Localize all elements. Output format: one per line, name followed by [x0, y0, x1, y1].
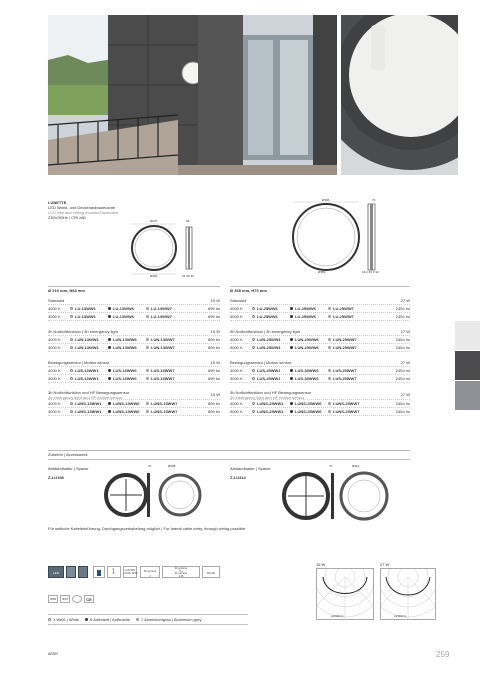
- color-temperature: 3000 K: [48, 314, 61, 319]
- color-temperature: 4000 K: [230, 401, 243, 406]
- acc2-dim-dia: Ø314: [352, 464, 360, 468]
- article-cell: [252, 337, 290, 342]
- luminous-flux: 2454 lm: [395, 337, 410, 342]
- article-number: LUN-25WW6: [295, 345, 319, 350]
- color-swatch: [108, 369, 111, 372]
- color-swatch: [328, 369, 331, 372]
- color-swatch: [108, 377, 111, 380]
- article-number: LUS-25WW7: [333, 376, 357, 381]
- article-cell: [108, 376, 146, 381]
- article-number: LUNS-13WW1: [75, 401, 102, 406]
- article-cell: [252, 401, 290, 406]
- article-cell: [290, 409, 328, 414]
- color-swatch: [108, 346, 111, 349]
- color-temperature: 3000 K: [48, 376, 61, 381]
- color-temperature: 4000 K: [48, 401, 61, 406]
- article-number: LU-13WW6: [113, 314, 134, 319]
- luminous-flux: 2454 lm: [395, 376, 410, 381]
- article-number: LUNS-13WW6: [113, 409, 140, 414]
- article-cell: [252, 314, 290, 319]
- color-swatch: [70, 307, 73, 310]
- article-number: LUN-13WW1: [75, 337, 99, 342]
- spec-row: [230, 344, 410, 352]
- spec-table-large: [230, 286, 410, 416]
- spec-block-header: [230, 328, 410, 336]
- color-swatch: [252, 369, 255, 372]
- article-cell: [328, 314, 366, 319]
- dim-small-side: 34 33 32: [182, 274, 194, 278]
- color-temperature: 4000 K: [230, 368, 243, 373]
- article-number: LU-25WW7: [333, 314, 354, 319]
- spec-block-watt: 15 W: [210, 392, 220, 397]
- product-specs: 230V/50Hz / CRI ≥80: [48, 215, 86, 220]
- article-number: LUS-25WW6: [295, 376, 319, 381]
- spec-block-watt: 27 W: [400, 298, 410, 303]
- luminous-flux: 899 lm: [207, 376, 220, 381]
- luminous-flux: 2454 lm: [395, 409, 410, 414]
- article-cell: [290, 314, 328, 319]
- article-number: LUNS-25WW1: [257, 401, 284, 406]
- color-swatch: [328, 307, 331, 310]
- article-cell: [328, 409, 366, 414]
- article-number: LUN-25WW6: [295, 337, 319, 342]
- spec-block-title: Standard: [48, 298, 65, 303]
- luminous-flux: 2454 lm: [395, 345, 410, 350]
- article-cell: [252, 368, 290, 373]
- color-swatch: [70, 377, 73, 380]
- color-swatch: [70, 410, 73, 413]
- dim-large-depth: 70: [372, 198, 376, 202]
- article-cell: [108, 401, 146, 406]
- spec-block-subtitle: 3h emergency light and HF motion sensor: [48, 394, 123, 400]
- article-cell: [328, 345, 366, 350]
- spec-row: [48, 313, 220, 321]
- luminous-flux: 2454 lm: [395, 368, 410, 373]
- spec-row: [230, 305, 410, 313]
- article-cell: [108, 314, 146, 319]
- color-temperature: 4000 K: [48, 306, 61, 311]
- dim-large-top: Ø365: [322, 198, 330, 202]
- article-cell: [252, 376, 290, 381]
- article-cell: [328, 368, 366, 373]
- luminous-flux: 899 lm: [207, 337, 220, 342]
- accessory-2-title: Abstandhalter | Spacer: [230, 466, 271, 471]
- color-swatch: [146, 315, 149, 318]
- luminous-flux: 899 lm: [207, 345, 220, 350]
- article-number: LUNS-25WW1: [257, 409, 284, 414]
- legend-swatch: [48, 618, 51, 621]
- article-cell: [290, 337, 328, 342]
- article-cell: [252, 409, 290, 414]
- divider: [48, 450, 410, 451]
- spec-block-watt: 27 W: [400, 360, 410, 365]
- legend-label: 6 Anthrazit | Anthracite: [90, 617, 131, 622]
- spec-row: [48, 400, 220, 408]
- lamp-icon: [93, 566, 105, 578]
- cri-box: RA>80: [202, 566, 220, 578]
- article-number: LUN-25WW7: [333, 345, 357, 350]
- article-number: LUS-13WW6: [113, 376, 137, 381]
- luminous-flux: 899 lm: [207, 409, 220, 414]
- ik-rating-badge: IK07: [61, 597, 69, 601]
- color-swatch: [290, 377, 293, 380]
- dimension-drawing-small: [130, 214, 210, 284]
- luminous-flux: 899 lm: [207, 314, 220, 319]
- side-swatch-anthracite: [455, 351, 480, 380]
- color-swatch: [290, 307, 293, 310]
- color-swatch: [70, 315, 73, 318]
- spec-block-title: Bewegungssensor | Motion sensor: [230, 360, 292, 365]
- article-number: LUN-13WW7: [151, 345, 175, 350]
- article-cell: [70, 409, 108, 414]
- color-swatch: [328, 315, 331, 318]
- size-small: Ø 219 mm, H68 mm: [48, 288, 85, 293]
- article-number: LUNS-25WW7: [333, 401, 360, 406]
- led-icon: LED: [48, 566, 64, 578]
- article-number: LUNS-25WW6: [295, 409, 322, 414]
- spacer-drawing-2: [282, 468, 392, 524]
- article-cell: [146, 376, 184, 381]
- article-number: LUS-25WW1: [257, 368, 281, 373]
- color-swatch: [70, 402, 73, 405]
- article-cell: [108, 337, 146, 342]
- dim-large-mid: Ø350: [318, 270, 326, 274]
- spec-row: [48, 336, 220, 344]
- product-name: LUNETTE: [48, 200, 67, 205]
- article-number: LUS-25WW7: [333, 368, 357, 373]
- article-number: LUNS-13WW7: [151, 409, 178, 414]
- article-number: LU-13WW6: [113, 306, 134, 311]
- sensor-time-box: 3h set time 5 s 3h set time 2.15: [162, 566, 200, 578]
- article-number: LUS-13WW7: [151, 368, 175, 373]
- spec-block: [48, 390, 220, 416]
- acc1-dim-depth: 70: [148, 464, 152, 468]
- article-cell: [70, 337, 108, 342]
- divider: [48, 624, 248, 625]
- accessory-2-code: Z-LU314: [230, 475, 246, 480]
- article-number: LUN-25WW1: [257, 345, 281, 350]
- polar-2-unit: cd/1000 lm: [394, 615, 407, 618]
- article-cell: [146, 409, 184, 414]
- polar-2-watt: 27 W: [380, 562, 390, 567]
- color-temperature: 3000 K: [48, 409, 61, 414]
- spec-block-titles: [230, 390, 311, 400]
- article-cell: [146, 401, 184, 406]
- color-swatch: [108, 307, 111, 310]
- product-detail-photo: [341, 15, 458, 175]
- article-number: LU-25WW6: [295, 314, 316, 319]
- dim-small-bottom: Ø300: [150, 274, 158, 278]
- legend-swatch: [85, 618, 88, 621]
- polar-diagram-15w: [316, 568, 374, 620]
- color-swatch: [108, 410, 111, 413]
- spec-row: [230, 375, 410, 383]
- color-swatch: [328, 338, 331, 341]
- legend-item: [136, 617, 201, 622]
- legend-label: 7 Aluminiumgrau | Aluminium grey: [141, 617, 202, 622]
- article-cell: [146, 306, 184, 311]
- acc2-dim-depth: 70: [329, 464, 333, 468]
- color-swatch: [252, 377, 255, 380]
- spec-block-titles: [48, 390, 129, 400]
- color-temperature: 3000 K: [48, 345, 61, 350]
- dim-small-top: Ø270: [150, 219, 158, 223]
- luminous-flux: 899 lm: [207, 306, 220, 311]
- color-temperature: 3000 K: [230, 409, 243, 414]
- color-swatch: [290, 410, 293, 413]
- spec-row: [48, 367, 220, 375]
- article-cell: [108, 368, 146, 373]
- spec-block: [48, 297, 220, 321]
- article-cell: [328, 337, 366, 342]
- color-swatch: [108, 315, 111, 318]
- article-number: LU-13WW7: [151, 306, 172, 311]
- spec-block: [230, 390, 410, 416]
- spec-block: [230, 328, 410, 352]
- article-number: LUS-13WW7: [151, 376, 175, 381]
- spec-block-title: 3h Notlichtfunktion und HF Bewegungssensor: [48, 389, 130, 395]
- color-temperature: 4000 K: [230, 337, 243, 342]
- article-number: LUN-13WW7: [151, 337, 175, 342]
- article-cell: [290, 401, 328, 406]
- spec-block-header: [230, 297, 410, 305]
- color-swatch: [252, 338, 255, 341]
- article-cell: [70, 368, 108, 373]
- spec-block-subtitle: 3h emergency light and HF motion sensor: [230, 394, 305, 400]
- article-number: LU-25WW1: [257, 314, 278, 319]
- article-cell: [70, 314, 108, 319]
- article-cell: [70, 401, 108, 406]
- luminous-flux: 899 lm: [207, 368, 220, 373]
- footer-brand: ARSR: [48, 652, 58, 656]
- article-number: LU-13WW1: [75, 314, 96, 319]
- spec-block-header: [48, 328, 220, 336]
- color-swatch: [328, 346, 331, 349]
- article-cell: [70, 345, 108, 350]
- spec-row: [230, 367, 410, 375]
- spacer-drawing-1: [100, 468, 210, 523]
- size-large: Ø 365 mm, H70 mm: [230, 288, 267, 293]
- legend-item: [85, 617, 130, 622]
- article-cell: [108, 345, 146, 350]
- color-legend: [48, 617, 201, 622]
- color-swatch: [146, 402, 149, 405]
- article-cell: [290, 306, 328, 311]
- article-cell: [70, 306, 108, 311]
- article-number: LUN-13WW6: [113, 345, 137, 350]
- color-swatch: [290, 315, 293, 318]
- color-temperature: 3000 K: [230, 376, 243, 381]
- article-cell: [290, 368, 328, 373]
- spec-row: [230, 408, 410, 416]
- polar-1-watt: 15 W: [316, 562, 326, 567]
- spec-block: [230, 359, 410, 383]
- article-cell: [290, 376, 328, 381]
- color-swatch: [328, 410, 331, 413]
- dim-large-side: 34.2 33.3 32: [362, 270, 379, 274]
- color-swatch: [290, 402, 293, 405]
- color-swatch: [108, 402, 111, 405]
- article-number: LUN-25WW1: [257, 337, 281, 342]
- article-cell: [252, 306, 290, 311]
- spec-block-watt: 27 W: [400, 392, 410, 397]
- color-swatch: [146, 369, 149, 372]
- color-swatch: [146, 377, 149, 380]
- color-swatch: [70, 346, 73, 349]
- color-swatch: [146, 410, 149, 413]
- color-swatch: [328, 377, 331, 380]
- article-cell: [146, 337, 184, 342]
- article-number: LUNS-25WW6: [295, 401, 322, 406]
- dimension-drawing-large: [290, 196, 385, 280]
- article-number: LU-25WW6: [295, 306, 316, 311]
- product-desc-en: LED wall and ceiling mounted luminaire: [48, 210, 119, 215]
- color-temperature: 4000 K: [230, 306, 243, 311]
- product-desc-de: LED Wand- und Deckenanbauleuchte: [48, 205, 116, 210]
- color-temperature: 3000 K: [230, 345, 243, 350]
- side-swatch-aluminium: [455, 381, 480, 410]
- ce-badge: CE: [84, 595, 94, 603]
- polar-diagram-27w: [380, 568, 436, 620]
- accessory-1-title: Abstandhalter | Spacer: [48, 466, 89, 471]
- ip-rating-badge: IP65: [49, 597, 57, 601]
- article-cell: [70, 376, 108, 381]
- emergency-time-box: 3h set time 3: [140, 566, 160, 578]
- divider: [48, 459, 410, 460]
- spec-block: [230, 297, 410, 321]
- spec-row: [230, 400, 410, 408]
- legend-item: [48, 617, 79, 622]
- spec-block-header: [230, 390, 410, 400]
- color-swatch: [290, 369, 293, 372]
- color-swatch: [252, 410, 255, 413]
- color-temperature: 3000 K: [230, 314, 243, 319]
- color-swatch: [328, 402, 331, 405]
- article-number: LUNS-13WW1: [75, 409, 102, 414]
- color-swatch: [252, 307, 255, 310]
- color-swatch: [146, 338, 149, 341]
- color-temperature: 4000 K: [48, 368, 61, 373]
- spec-block-title: 3h Notlichtfunktion und HF Bewegungssensor: [230, 389, 312, 395]
- article-cell: [146, 368, 184, 373]
- article-cell: [108, 409, 146, 414]
- article-number: LUS-25WW1: [257, 376, 281, 381]
- article-number: LUS-13WW6: [113, 368, 137, 373]
- color-swatch: [70, 369, 73, 372]
- polar-1-unit: cd/1000 lm: [331, 615, 344, 618]
- spec-block-header: [230, 359, 410, 367]
- acc1-dim-dia: Ø198: [168, 464, 176, 468]
- color-swatch: [252, 402, 255, 405]
- spec-block-header: [48, 390, 220, 400]
- accessory-1-code: Z-LU198: [48, 475, 64, 480]
- divider: [48, 614, 248, 615]
- color-swatch: [290, 346, 293, 349]
- article-cell: [290, 345, 328, 350]
- spec-row: [230, 336, 410, 344]
- luminous-flux: 899 lm: [207, 401, 220, 406]
- article-cell: [328, 306, 366, 311]
- color-swatch: [290, 338, 293, 341]
- article-number: LU-13WW7: [151, 314, 172, 319]
- color-swatch: [146, 307, 149, 310]
- article-number: LU-25WW7: [333, 306, 354, 311]
- luminous-flux: 2454 lm: [395, 314, 410, 319]
- spec-block-title: 3h Notlichtfunktion | 3h emergency light: [230, 329, 300, 334]
- spec-block-watt: 15 W: [210, 298, 220, 303]
- legend-label: 1 Weiß | White: [53, 617, 80, 622]
- article-cell: [146, 314, 184, 319]
- article-number: LUNS-25WW7: [333, 409, 360, 414]
- article-number: LUNS-13WW6: [113, 401, 140, 406]
- article-number: LUN-13WW6: [113, 337, 137, 342]
- accessories-heading: Zubehör | Accessories: [48, 452, 88, 457]
- color-temperature: 4000 K: [48, 337, 61, 342]
- article-number: LUN-25WW7: [333, 337, 357, 342]
- spec-block-title: 3h Notlichtfunktion | 3h emergency light: [48, 329, 118, 334]
- emergency-icon: LUN 50% LUNS 100%: [123, 566, 137, 578]
- spec-block-header: [48, 359, 220, 367]
- article-cell: [108, 306, 146, 311]
- protection-class-icon: [72, 595, 82, 603]
- spec-block: [48, 328, 220, 352]
- article-number: LUN-13WW1: [75, 345, 99, 350]
- spec-row: [48, 344, 220, 352]
- dim-small-depth: 68: [186, 219, 190, 223]
- article-number: LUNS-13WW7: [151, 401, 178, 406]
- product-photo-balcony: [48, 15, 337, 175]
- spec-block-watt: 15 W: [210, 360, 220, 365]
- spec-block-header: [48, 297, 220, 305]
- article-cell: [328, 401, 366, 406]
- spec-block-title: Standard: [230, 298, 247, 303]
- spec-block-watt: 27 W: [400, 329, 410, 334]
- spec-row: [230, 313, 410, 321]
- color-swatch: [252, 315, 255, 318]
- article-number: LUS-25WW6: [295, 368, 319, 373]
- side-swatch-white: [455, 321, 480, 350]
- motion-sensor-icon: 🚶: [107, 566, 121, 578]
- spec-table-small: [48, 286, 220, 416]
- spec-row: [48, 375, 220, 383]
- article-cell: [146, 345, 184, 350]
- spec-block: [48, 359, 220, 383]
- spec-row: [48, 408, 220, 416]
- article-cell: [252, 345, 290, 350]
- luminous-flux: 2454 lm: [395, 401, 410, 406]
- wall-mount-icon: [66, 566, 76, 578]
- color-swatch: [146, 346, 149, 349]
- color-swatch: [252, 346, 255, 349]
- article-number: LUS-13WW1: [75, 368, 99, 373]
- color-swatch: [108, 338, 111, 341]
- color-swatch: [70, 338, 73, 341]
- article-number: LU-13WW1: [75, 306, 96, 311]
- page-number: 259: [436, 650, 450, 659]
- accessories-note: Für seitliche Kabeleinführung, Durchgangsverkabelung möglich | For lateral cable entry, through wiring possible: [48, 526, 246, 531]
- spec-row: [48, 305, 220, 313]
- spec-block-title: Bewegungssensor | Motion sensor: [48, 360, 110, 365]
- luminous-flux: 2454 lm: [395, 306, 410, 311]
- article-cell: [328, 376, 366, 381]
- spec-block-watt: 15 W: [210, 329, 220, 334]
- legend-swatch: [136, 618, 139, 621]
- article-number: LU-25WW1: [257, 306, 278, 311]
- ceiling-mount-icon: [78, 566, 88, 578]
- article-number: LUS-13WW1: [75, 376, 99, 381]
